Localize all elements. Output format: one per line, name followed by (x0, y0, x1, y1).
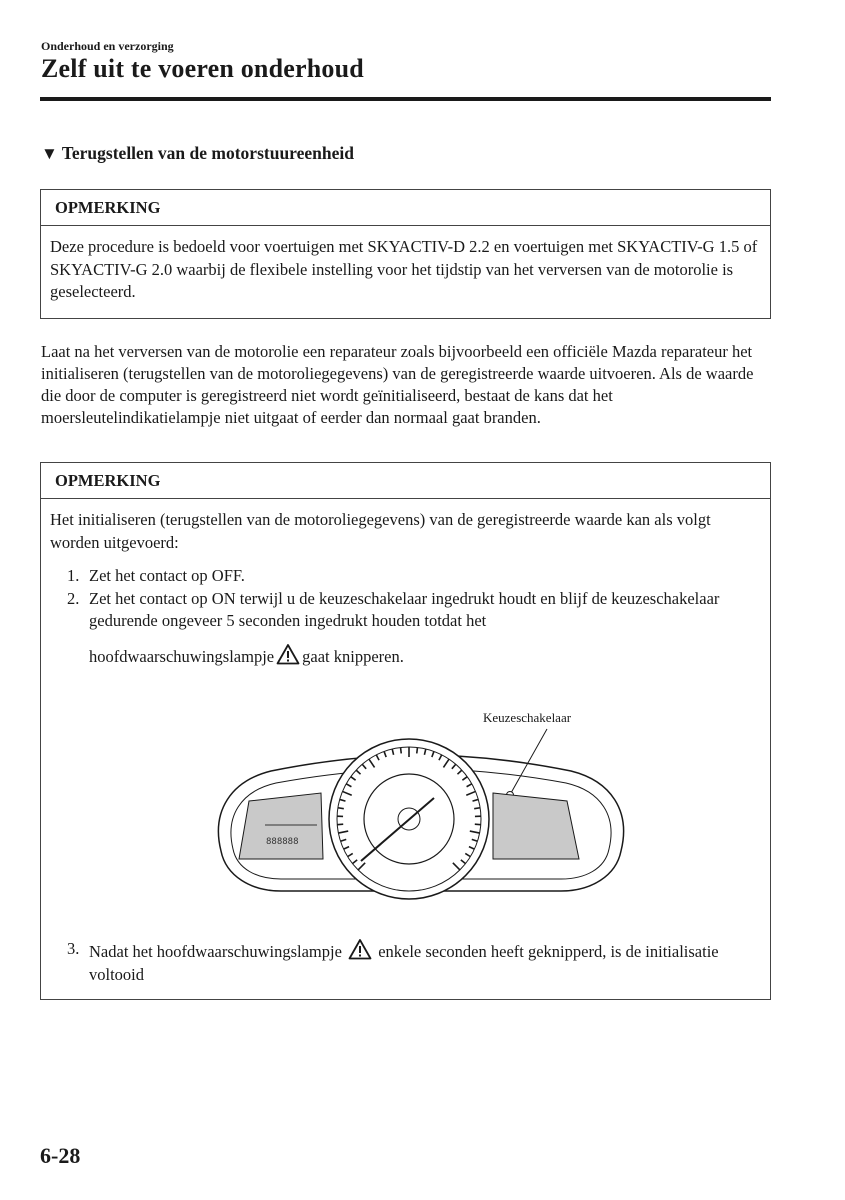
step-3: 3. Nadat het hoofdwaarschuwingslampje enkele seconden heeft geknipperd, is de initialisatie voltooid (67, 939, 719, 984)
gauge-tick (338, 808, 344, 809)
gauge-tick (474, 808, 480, 809)
gauge-tick (401, 747, 402, 753)
page-number: 6-28 (40, 1143, 81, 1168)
subheading-text: Terugstellen van de motorstuureenheid (61, 143, 354, 163)
note-box-2 (40, 462, 771, 1000)
note-heading: OPMERKING (41, 463, 770, 499)
master-warning-icon (276, 643, 300, 665)
steps-list-continued (41, 938, 770, 986)
step-2: 2. Zet het contact op ON terwijl u de keuzeschakelaar ingedrukt houdt en blijf de keuzeschakelaar gedurende ongeveer 5 seconden ingedrukt houden totdat het hoofdwaarschuwingslampje gaat knipperen. (67, 588, 720, 666)
body-paragraph: Laat na het verversen van de motorolie een reparateur zoals bijvoorbeeld een officiële Mazda reparateur het initialiseren (terugstellen van de motoroliegegevens) van de geregistreerde waarde uitvoeren. Als de waarde die door de computer is geregistreerd niet wordt geïnitialiseerd, bestaat de kans dat het moersleutelindikatielampje niet uitgaat of eerder dan normaal gaat branden. (41, 342, 754, 427)
page-title: Zelf uit te voeren onderhoud (41, 54, 364, 83)
display-digits: 888888 (266, 837, 299, 847)
master-warning-icon (348, 938, 372, 960)
note-box-1 (40, 189, 771, 319)
title-rule (40, 97, 771, 101)
note-intro: Het initialiseren (terugstellen van de motoroliegegevens) van de geregistreerde waarde kan als volgt worden uitgevoerd: (50, 510, 711, 552)
callout-label: Keuzeschakelaar (483, 710, 572, 725)
instrument-cluster-illustration (211, 701, 631, 921)
subheading (41, 143, 354, 164)
section-label: Onderhoud en verzorging (41, 39, 174, 53)
steps-list (41, 565, 770, 668)
note-text: Deze procedure is bedoeld voor voertuigen met SKYACTIV-D 2.2 en voertuigen met SKYACTIV-G 1.5 of SKYACTIV-G 2.0 waarbij de flexibele instelling voor het tijdstip van het verversen van de motorolie is geselecteerd. (50, 237, 758, 301)
gauge-tick (417, 747, 418, 753)
note-heading: OPMERKING (41, 190, 770, 226)
triangle-down-icon: ▼ (41, 143, 58, 163)
step-1: 1. Zet het contact op OFF. (67, 566, 245, 585)
